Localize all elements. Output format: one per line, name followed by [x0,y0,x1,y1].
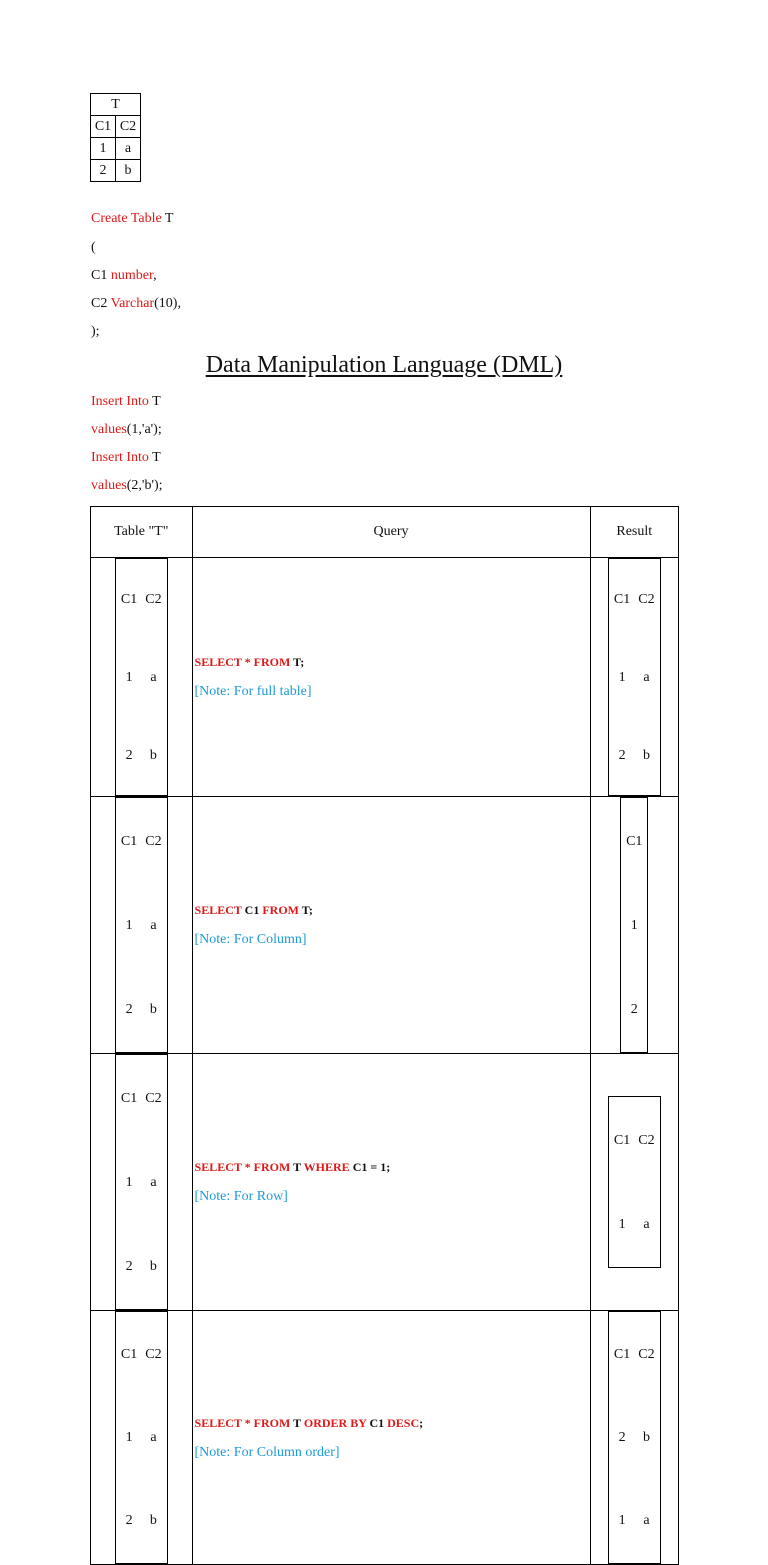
sql-keyword: SELECT * FROM [194,1160,291,1174]
query-cell [192,1311,590,1565]
create-line-4 [91,296,181,312]
mini-cell: a [150,669,157,685]
sql-keyword: Insert Into [91,450,149,465]
mini-header: C2 [638,591,655,607]
mini-cell: 2 [125,1513,133,1528]
sql-text: T; [298,903,313,917]
query-cell [192,1054,590,1311]
sql-text: C1 [366,1415,388,1430]
sql-text: (1,'a'); [126,422,162,437]
sql-text: , [153,268,157,283]
mini-cell: 2 [630,1001,638,1017]
create-line-5 [91,324,100,340]
table-t-cell: 2 [91,160,116,182]
mini-cell: a [643,669,650,685]
sql-keyword: Varchar [110,296,155,311]
section-heading: Data Manipulation Language (DML) [205,352,563,378]
result-cell [590,797,678,1054]
sql-keyword: SELECT [194,903,242,917]
result-table [608,1311,661,1564]
result-cell [590,1311,678,1565]
sql-text: C1 [91,268,111,283]
table-row [91,558,679,797]
mini-cell: 1 [125,1174,133,1190]
table-row [91,797,679,1054]
table-t-cell: b [116,160,141,182]
sql-keyword: SELECT * FROM [194,1415,291,1430]
mini-cell: 2 [125,747,133,763]
sql-text: T [290,1160,304,1174]
query-note: [Note: For full table] [194,684,312,699]
table-t-cell: 1 [91,138,116,160]
source-cell [91,558,193,797]
table-t-cell: a [116,138,141,160]
result-cell [590,1054,678,1311]
mini-cell: 1 [125,1430,133,1445]
mini-cell: 1 [618,1513,626,1528]
sql-keyword: DESC [387,1415,420,1430]
sql-text: T [161,211,174,226]
result-table [620,797,648,1053]
mini-cell: 2 [618,747,626,763]
mini-header: C1 [613,1347,631,1362]
mini-cell: 1 [618,1216,626,1232]
mini-header: C1 [613,591,631,607]
table-t-title: T [91,94,141,116]
mini-cell: a [150,1174,157,1190]
insert-line-3 [91,450,161,466]
header-table-t: Table "T" [91,507,193,558]
source-cell [91,797,193,1054]
query-note: [Note: For Column order] [194,1444,340,1460]
sql-keyword: WHERE [303,1160,350,1174]
mini-header: C1 [120,1347,138,1362]
table-row [91,1311,679,1565]
mini-cell: 1 [618,669,626,685]
result-table [608,1096,661,1268]
sql-text: (10), [154,296,181,311]
create-line-3 [91,268,157,284]
query-cell [192,558,590,797]
mini-cell: b [642,747,650,763]
mini-header: C2 [638,1132,655,1148]
sql-text: T [148,394,161,409]
query-text [193,1159,590,1175]
create-line-1 [91,211,173,227]
mini-cell: 1 [125,917,133,933]
source-table [115,797,168,1053]
query-text [193,902,590,918]
insert-line-2 [91,422,162,438]
source-cell [91,1311,193,1565]
mini-cell: a [150,917,157,933]
source-cell [91,1054,193,1311]
table-t-header-c1: C1 [91,116,116,138]
dml-table [90,506,679,1565]
sql-text: T [290,1415,304,1430]
sql-text: (2,'b'); [126,478,163,493]
sql-text: ( [91,240,96,255]
source-table [115,558,168,796]
sql-text: ); [91,324,100,339]
sql-text: C2 [91,296,111,311]
sql-keyword: FROM [262,903,299,917]
mini-cell: a [643,1216,650,1232]
mini-header: C1 [120,833,138,849]
sql-text: T [148,450,161,465]
sql-keyword: values [91,422,127,437]
sql-text: C1 [241,903,263,917]
mini-cell: 2 [125,1258,133,1274]
sql-keyword: Insert Into [91,394,149,409]
mini-header: C1 [613,1132,631,1148]
mini-header: C1 [120,1090,138,1106]
query-text [193,654,590,670]
sql-keyword: SELECT * FROM [194,655,291,669]
result-cell [590,558,678,797]
sql-text: T; [290,655,305,669]
create-line-2 [91,240,96,256]
sql-keyword: values [91,478,127,493]
mini-cell: 2 [618,1430,626,1445]
table-t-header-c2: C2 [116,116,141,138]
mini-header: C1 [120,591,138,607]
table-t-diagram [90,93,141,182]
mini-header: C2 [145,833,162,849]
mini-cell: a [643,1513,650,1528]
mini-cell: b [642,1430,650,1445]
query-text [193,1415,590,1431]
insert-line-1 [91,394,161,410]
mini-cell: 1 [630,917,638,933]
mini-header: C2 [145,1347,162,1362]
query-note: [Note: For Row] [194,1189,288,1204]
mini-header: C1 [626,833,643,849]
header-query: Query [192,507,590,558]
mini-header: C2 [145,591,162,607]
sql-keyword: ORDER BY [303,1415,367,1430]
mini-cell: b [149,1513,157,1528]
mini-cell: b [149,1258,157,1274]
sql-text: ; [419,1415,424,1430]
result-table [608,558,661,796]
mini-cell: a [150,1430,157,1445]
query-cell [192,797,590,1054]
sql-keyword: Create Table [91,211,162,226]
mini-cell: b [149,747,157,763]
mini-header: C2 [638,1347,655,1362]
mini-cell: b [149,1001,157,1017]
insert-line-4 [91,478,163,494]
table-row [91,1054,679,1311]
source-table [115,1311,168,1564]
mini-cell: 2 [125,1001,133,1017]
query-note: [Note: For Column] [194,932,307,947]
mini-cell: 1 [125,669,133,685]
sql-text: C1 = 1; [349,1160,391,1174]
source-table [115,1054,168,1310]
mini-header: C2 [145,1090,162,1106]
header-result: Result [590,507,678,558]
sql-keyword: number [110,268,154,283]
